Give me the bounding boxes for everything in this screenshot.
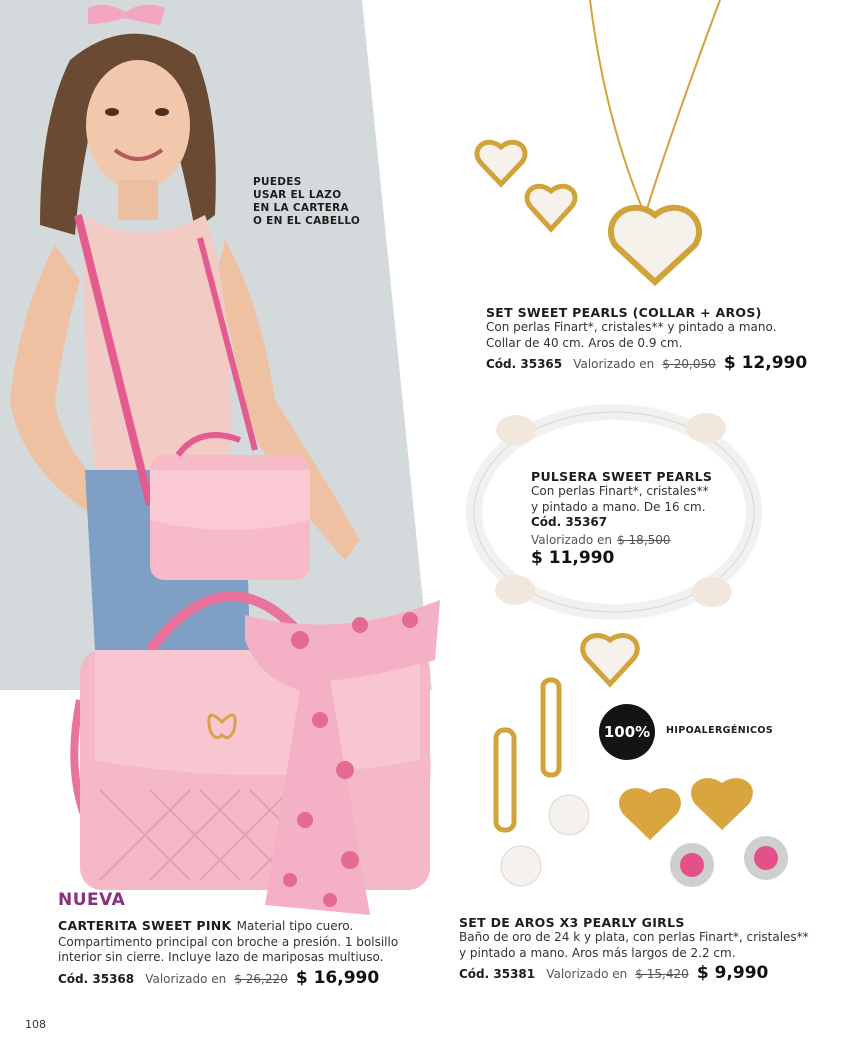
description-line: y pintado a mano. De 16 cm.: [531, 499, 706, 514]
product-code: Cód. 35381: [459, 967, 536, 981]
old-price: $ 15,420: [635, 967, 689, 981]
description-line: Compartimento principal con broche a presión. 1 bolsillo: [58, 934, 399, 949]
product-carterita-sweet-pink: [58, 915, 418, 988]
old-price: $ 20,050: [662, 357, 716, 371]
price: $ 11,990: [531, 548, 615, 568]
product-description: [486, 320, 826, 351]
price: $ 9,990: [696, 963, 769, 983]
product-title: CARTERITA SWEET PINK: [58, 918, 232, 933]
product-set-sweet-pearls: [486, 305, 826, 373]
old-price: $ 18,500: [617, 533, 671, 547]
valued-label: Valorizado en: [531, 533, 612, 547]
description-line: Con perlas Finart*, cristales**: [531, 484, 709, 498]
description-line: Con perlas Finart*, cristales** y pintado a mano.: [486, 320, 777, 334]
product-title: SET SWEET PEARLS (COLLAR + AROS): [486, 305, 762, 320]
valued-label: Valorizado en: [573, 357, 655, 371]
product-title: SET DE AROS X3 PEARLY GIRLS: [459, 915, 685, 930]
product-description: [531, 484, 731, 515]
note-line: EN LA CARTERA: [253, 202, 349, 214]
product-pulsera-sweet-pearls: [531, 469, 731, 568]
product-code: Cód. 35367: [531, 515, 608, 529]
product-code: Cód. 35368: [58, 971, 135, 986]
price: $ 16,990: [295, 967, 380, 988]
note-line: USAR EL LAZO: [253, 189, 342, 201]
hypoallergenic-badge: 100%: [599, 704, 655, 760]
note-line: PUEDES: [253, 176, 302, 188]
valued-label: Valorizado en: [145, 971, 227, 986]
valued-label: Valorizado en: [546, 967, 628, 981]
product-title: PULSERA SWEET PEARLS: [531, 469, 713, 484]
description-line: Baño de oro de 24 k y plata, con perlas Finart*, cristales**: [459, 930, 809, 944]
hypoallergenic-label: HIPOALERGÉNICOS: [666, 725, 774, 736]
product-title-detail: Material tipo cuero.: [236, 919, 354, 933]
necklace-image: [477, 0, 720, 282]
new-tag: NUEVA: [58, 890, 126, 910]
product-description: [58, 935, 418, 966]
bow-usage-note: [253, 176, 373, 228]
product-description: [459, 930, 839, 961]
description-line: interior sin cierre. Incluye lazo de mariposas multiuso.: [58, 950, 384, 964]
page-number: 108: [25, 1018, 46, 1031]
note-line: O EN EL CABELLO: [253, 215, 361, 227]
old-price: $ 26,220: [234, 971, 288, 986]
description-line: Collar de 40 cm. Aros de 0.9 cm.: [486, 335, 683, 350]
description-line: y pintado a mano. Aros más largos de 2.2 cm.: [459, 945, 736, 960]
product-set-aros-pearly-girls: [459, 915, 839, 983]
price: $ 12,990: [723, 353, 808, 373]
product-code: Cód. 35365: [486, 357, 563, 371]
